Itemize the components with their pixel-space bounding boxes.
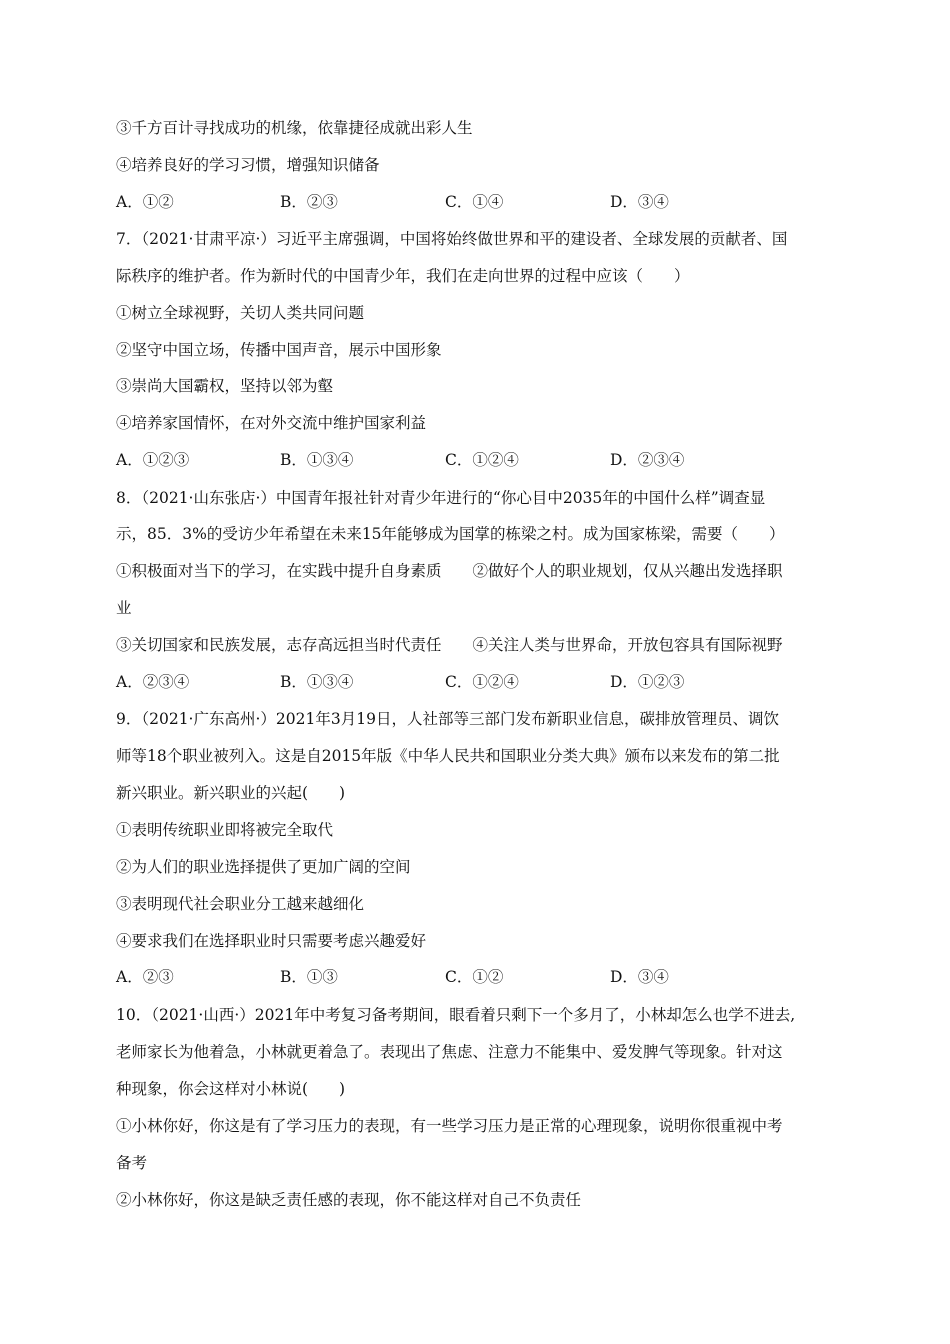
q8-stem-line-1: 8．（2021·山东张店·）中国青年报社针对青少年进行的“你心目中2035年的中国什么样”调查显 xyxy=(116,489,766,507)
q6-option-b: B．②③ xyxy=(280,193,338,211)
q10-stem-line-3: 种现象，你会这样对小林说( ) xyxy=(116,1080,346,1098)
q8-option-d: D．①②③ xyxy=(610,673,685,691)
q9-option-d: D．③④ xyxy=(610,968,669,986)
q7-statement-2: ②坚守中国立场，传播中国声音，展示中国形象 xyxy=(116,341,442,359)
q10-stem-line-2: 老师家长为他着急，小林就更着急了。表现出了焦虑、注意力不能集中、爱发脾气等现象。针对这 xyxy=(116,1043,783,1061)
q9-option-c: C．①② xyxy=(445,968,504,986)
q7-option-c: C．①②④ xyxy=(445,451,519,469)
q9-statement-2: ②为人们的职业选择提供了更加广阔的空间 xyxy=(116,858,411,876)
q8-statements-1-2: ①积极面对当下的学习，在实践中提升自身素质 ②做好个人的职业规划，仅从兴趣出发选择职 xyxy=(116,562,783,580)
q6-option-a: A．①② xyxy=(116,193,174,211)
q6-statement-4: ④培养良好的学习习惯，增强知识储备 xyxy=(116,156,380,174)
q10-stem-line-1: 10．（2021·山西·）2021年中考复习备考期间，眼看着只剩下一个多月了，小林却怎么也学不进去, xyxy=(116,1006,796,1024)
q8-stem-line-2: 示，85．3%的受访少年希望在未来15年能够成为国掌的栋梁之村。成为国家栋梁，需要（ ） xyxy=(116,525,785,543)
q9-statement-4: ④要求我们在选择职业时只需要考虑兴趣爱好 xyxy=(116,932,427,950)
q9-stem-line-1: 9．（2021·广东高州·）2021年3月19日，人社部等三部门发布新职业信息，碳排放管理员、调饮 xyxy=(116,710,779,728)
q7-stem-line-1: 7．（2021·甘肃平凉·）习近平主席强调，中国将始终做世界和平的建设者、全球发展的贡献者、国 xyxy=(116,230,788,248)
q6-statement-3: ③千方百计寻找成功的机缘，依靠捷径成就出彩人生 xyxy=(116,119,473,137)
q9-option-a: A．②③ xyxy=(116,968,174,986)
q9-option-b: B．①③ xyxy=(280,968,338,986)
q7-option-a: A．①②③ xyxy=(116,451,190,469)
q9-stem-line-3: 新兴职业。新兴职业的兴起( ) xyxy=(116,784,346,802)
q8-option-a: A．②③④ xyxy=(116,673,190,691)
q6-option-c: C．①④ xyxy=(445,193,504,211)
q7-stem-line-2: 际秩序的维护者。作为新时代的中国青少年，我们在走向世界的过程中应该（ ） xyxy=(116,267,690,285)
q9-statement-3: ③表明现代社会职业分工越来越细化 xyxy=(116,895,365,913)
q7-option-d: D．②③④ xyxy=(610,451,685,469)
q7-statement-4: ④培养家国情怀，在对外交流中维护国家利益 xyxy=(116,414,427,432)
q7-statement-1: ①树立全球视野，关切人类共同问题 xyxy=(116,304,365,322)
q7-option-b: B．①③④ xyxy=(280,451,354,469)
q9-statement-1: ①表明传统职业即将被完全取代 xyxy=(116,821,334,839)
q8-option-c: C．①②④ xyxy=(445,673,519,691)
q7-statement-3: ③崇尚大国霸权，坚持以邻为壑 xyxy=(116,377,334,395)
q9-stem-line-2: 师等18个职业被列入。这是自2015年版《中华人民共和国职业分类大典》颁布以来发布的第二批 xyxy=(116,747,780,765)
q8-option-b: B．①③④ xyxy=(280,673,354,691)
q8-statements-3-4: ③关切国家和民族发展，志存高远担当时代责任 ④关注人类与世界命，开放包容具有国际视野 xyxy=(116,636,783,654)
q6-option-d: D．③④ xyxy=(610,193,669,211)
q10-statement-1: ①小林你好，你这是有了学习压力的表现，有一些学习压力是正常的心理现象，说明你很重视中考 xyxy=(116,1117,783,1135)
q10-statement-2: ②小林你好，你这是缺乏责任感的表现，你不能这样对自己不负责任 xyxy=(116,1191,582,1209)
q10-statement-1-wrap: 备考 xyxy=(116,1154,148,1172)
q8-statements-1-2-wrap: 业 xyxy=(116,599,132,617)
